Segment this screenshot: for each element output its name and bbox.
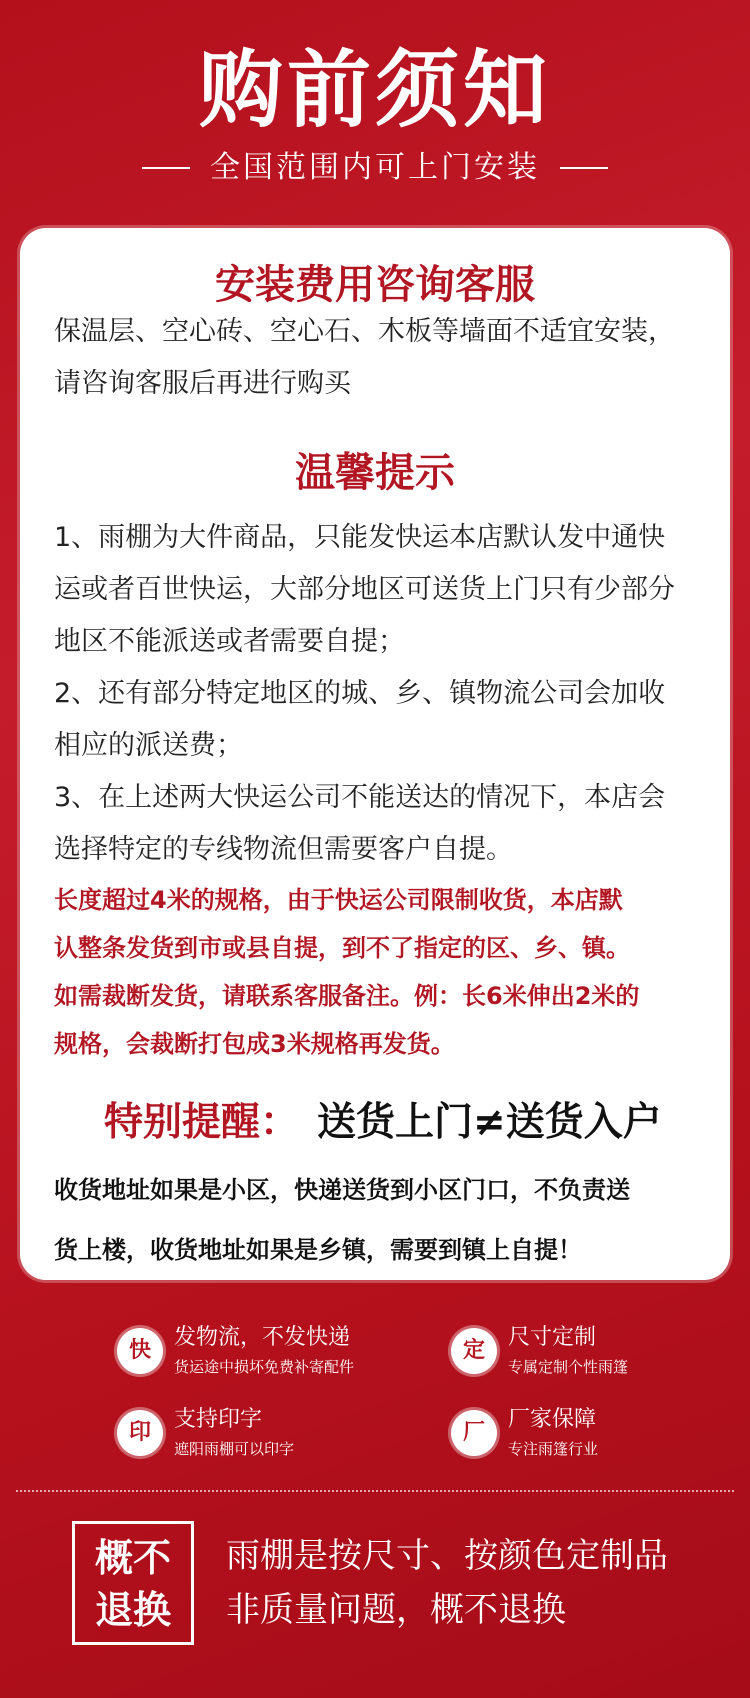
feature-title: 尺寸定制: [508, 1325, 597, 1350]
feature-subtitle: 货运途中损坏免费补寄配件: [174, 1358, 355, 1376]
tips-heading: 温馨提示: [295, 450, 455, 496]
feature-logistics: [117, 1322, 367, 1388]
notice-line: 规格，会裁断打包成3米规格再发货。: [54, 1030, 455, 1058]
custom-badge-icon: 定: [451, 1328, 497, 1374]
tip-1-line: 1、雨棚为大件商品，只能发快运本店默认发中通快: [54, 522, 666, 553]
install-text: [54, 306, 704, 410]
special-value: 送货上门≠送货入户: [317, 1100, 662, 1145]
special-label: 特别提醒：: [104, 1100, 300, 1145]
page-subtitle: 全国范围内可上门安装: [210, 150, 540, 185]
tip-2-line: 相应的派送费；: [54, 730, 243, 761]
no-return-box: [72, 1521, 194, 1645]
page-title: 购前须知: [198, 41, 551, 139]
notice-card: [20, 228, 730, 1280]
install-heading: 安装费用咨询客服: [215, 262, 535, 308]
tip-1-line: 运或者百世快运，大部分地区可送货上门只有少部分: [54, 574, 675, 605]
address-notice: [54, 1160, 714, 1280]
feature-custom-size: [451, 1322, 671, 1388]
install-text-line: 请咨询客服后再进行购买: [54, 368, 351, 399]
tip-3-line: 3、在上述两大快运公司不能送达的情况下，本店会: [54, 782, 666, 813]
no-return-text-line1: 雨棚是按尺寸、按颜色定制品: [226, 1536, 668, 1576]
header: [0, 0, 750, 220]
logistics-badge-icon: 快: [117, 1328, 163, 1374]
special-reminder: [54, 1088, 714, 1158]
feature-printing: [117, 1404, 367, 1470]
tip-1-line: 地区不能派送或者需要自提；: [54, 626, 405, 657]
feature-factory: [451, 1404, 671, 1470]
notice-line: 认整条发货到市或县自提，到不了指定的区、乡、镇。: [54, 934, 630, 962]
notice-line: 如需裁断发货，请联系客服备注。例：长6米伸出2米的: [54, 982, 640, 1010]
feature-title: 支持印字: [174, 1407, 263, 1432]
subtitle-right-line: [560, 167, 608, 169]
address-line: 收货地址如果是小区，快递送货到小区门口，不负责送: [54, 1176, 630, 1204]
tips-list: [54, 512, 704, 876]
feature-subtitle: 专注雨篷行业: [508, 1440, 599, 1458]
dotted-divider: [16, 1490, 734, 1492]
notice-line: 长度超过4米的规格，由于快运公司限制收货，本店默: [54, 886, 623, 914]
no-return-text-line2: 非质量问题，概不退换: [226, 1590, 566, 1630]
no-return-box-line: 概不: [94, 1536, 171, 1580]
no-return-box-line: 退换: [94, 1588, 171, 1632]
print-badge-icon: 印: [117, 1410, 163, 1456]
feature-title: 厂家保障: [508, 1407, 597, 1432]
install-text-line: 保温层、空心砖、空心石、木板等墙面不适宜安装，: [54, 316, 675, 347]
factory-badge-icon: 厂: [451, 1410, 497, 1456]
address-line: 货上楼，收货地址如果是乡镇，需要到镇上自提！: [54, 1236, 582, 1264]
length-notice: [54, 876, 714, 1068]
feature-subtitle: 专属定制个性雨篷: [508, 1358, 629, 1376]
feature-subtitle: 遮阳雨棚可以印字: [174, 1440, 295, 1458]
tip-3-line: 选择特定的专线物流但需要客户自提。: [54, 834, 513, 865]
tip-2-line: 2、还有部分特定地区的城、乡、镇物流公司会加收: [54, 678, 666, 709]
feature-title: 发物流，不发快递: [174, 1325, 351, 1350]
